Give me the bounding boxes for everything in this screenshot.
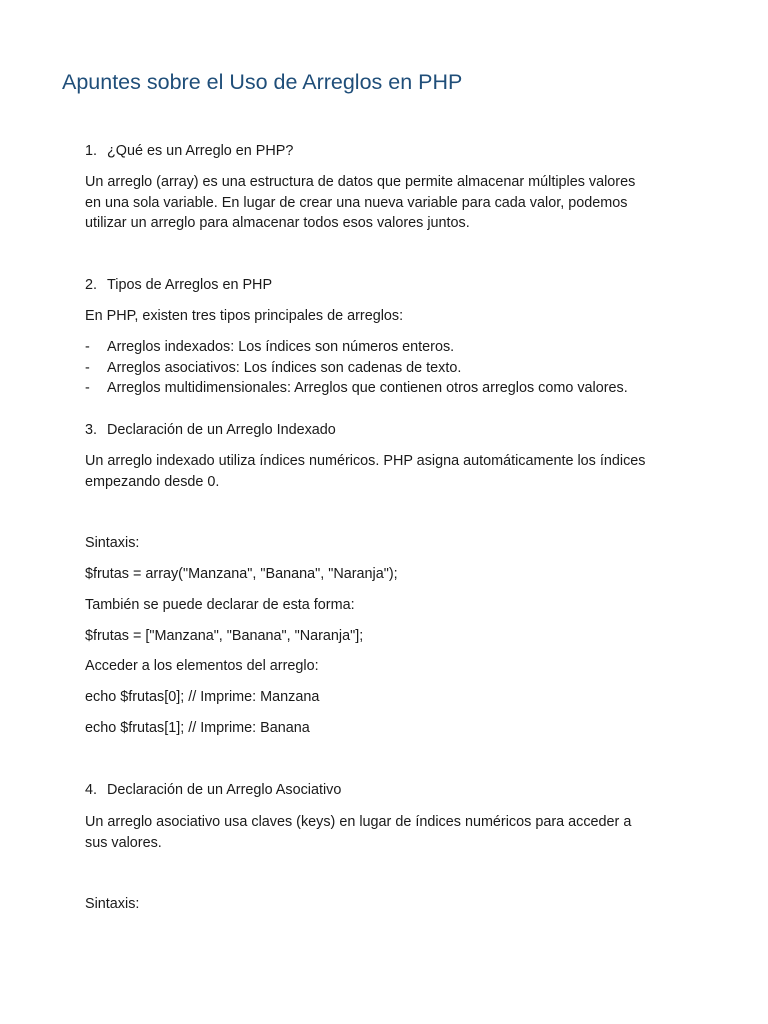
section-1-paragraph-line: utilizar un arreglo para almacenar todos esos valores juntos. [85, 215, 470, 231]
section-4-paragraph-line: sus valores. [85, 834, 162, 851]
section-1-paragraph-line: en una sola variable. En lugar de crear una nueva variable para cada valor, podemos [85, 194, 628, 211]
bullet-marker: - [85, 339, 90, 355]
code-line: $frutas = array("Manzana", "Banana", "Naranja"); [85, 566, 398, 582]
page-title: Apuntes sobre el Uso de Arreglos en PHP [62, 70, 463, 94]
syntax-label: Sintaxis: [85, 535, 140, 551]
section-1-heading: ¿Qué es un Arreglo en PHP? [107, 143, 294, 159]
section-1-paragraph-line: Un arreglo (array) es una estructura de datos que permite almacenar múltiples valores [85, 174, 636, 190]
code-line: echo $frutas[0]; // Imprime: Manzana [85, 689, 320, 705]
section-3-number: 3. [85, 422, 98, 438]
paragraph: También se puede declarar de esta forma: [85, 597, 355, 613]
section-3-paragraph-line: empezando desde 0. [85, 473, 220, 490]
section-4-paragraph-line: Un arreglo asociativo usa claves (keys) en lugar de índices numéricos para acceder a [85, 814, 632, 830]
section-2-heading: Tipos de Arreglos en PHP [107, 277, 273, 293]
list-item: Arreglos multidimensionales: Arreglos que contienen otros arreglos como valores. [107, 380, 628, 396]
code-line: $frutas = ["Manzana", "Banana", "Naranja"]; [85, 628, 364, 644]
bullet-marker: - [85, 359, 90, 376]
section-3-paragraph-line: Un arreglo indexado utiliza índices numéricos. PHP asigna automáticamente los índices [85, 453, 646, 469]
list-item: Arreglos asociativos: Los índices son cadenas de texto. [107, 359, 462, 376]
section-4-number: 4. [85, 782, 98, 798]
syntax-label: Sintaxis: [85, 896, 140, 912]
paragraph: Acceder a los elementos del arreglo: [85, 658, 319, 674]
list-item: Arreglos indexados: Los índices son números enteros. [107, 339, 455, 355]
section-2-number: 2. [85, 277, 98, 293]
section-2-intro: En PHP, existen tres tipos principales de arreglos: [85, 308, 404, 324]
section-1-number: 1. [85, 143, 98, 159]
section-3-heading: Declaración de un Arreglo Indexado [107, 422, 336, 438]
bullet-marker: - [85, 380, 90, 396]
code-line: echo $frutas[1]; // Imprime: Banana [85, 720, 310, 736]
section-4-heading: Declaración de un Arreglo Asociativo [107, 782, 342, 798]
